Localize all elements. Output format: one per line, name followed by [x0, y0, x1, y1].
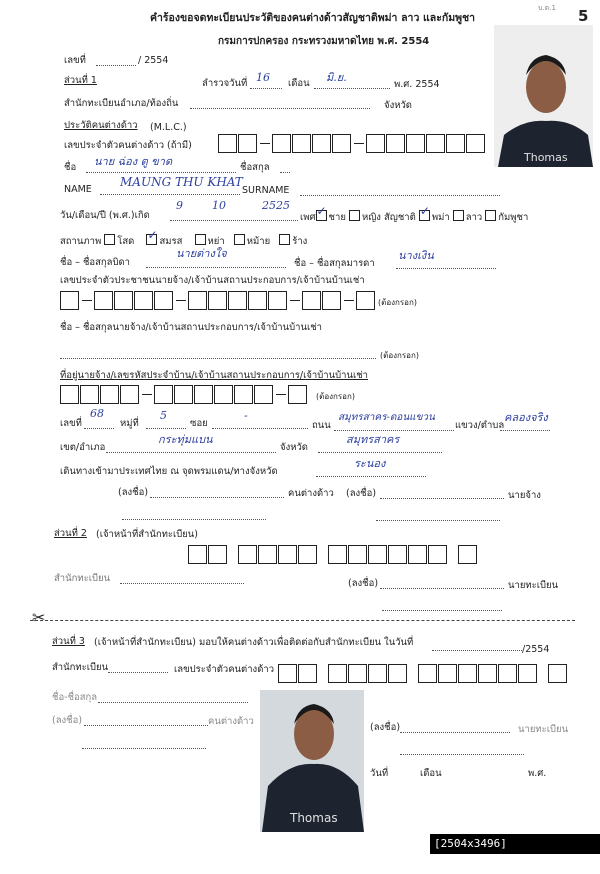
- name-value: นาย ฉ่อง ตู ขาด: [94, 155, 173, 168]
- alien-sign-name-field[interactable]: [122, 509, 266, 520]
- part1-title: ส่วนที่ 1: [64, 75, 97, 86]
- surname-label: ชื่อสกุล: [240, 162, 270, 173]
- month-label: เดือน: [288, 78, 310, 89]
- part3-id-label: เลขประจำตัวคนต่างด้าว: [174, 664, 275, 675]
- mother-label: ชื่อ – ชื่อสกุลมารดา: [294, 258, 375, 269]
- single-checkbox[interactable]: [104, 234, 115, 245]
- single-label: โสด: [117, 236, 135, 247]
- myanmar-label: พม่า: [431, 212, 450, 223]
- part3-month-label: เดือน: [420, 768, 442, 779]
- part2-registry-field[interactable]: [120, 573, 244, 584]
- part2-desc: (เจ้าหน้าที่สำนักทะเบียน): [96, 529, 198, 540]
- male-checkbox[interactable]: [316, 210, 327, 221]
- name-label: ชื่อ: [64, 162, 77, 173]
- registry-field[interactable]: [190, 98, 370, 109]
- part3-title: ส่วนที่ 3: [52, 636, 85, 647]
- province2-value: สมุทรสาคร: [346, 433, 400, 446]
- male-label: ชาย: [328, 212, 346, 223]
- status-label: สถานภาพ: [60, 236, 102, 247]
- dob-label: วัน/เดือน/ปี (พ.ศ.)เกิด: [60, 210, 150, 221]
- laos-label: ลาว: [465, 212, 483, 223]
- soi-value: -: [244, 409, 248, 422]
- mother-value: นางเงิน: [398, 249, 434, 262]
- surname-en-field[interactable]: [300, 185, 500, 196]
- dob-year: 2525: [262, 199, 290, 212]
- employer-sign-field[interactable]: [380, 488, 504, 499]
- road-value: สมุทรสาคร-ดอนแขวน: [338, 412, 435, 423]
- cambodia-label: กัมพูชา: [498, 212, 529, 223]
- mlc-label: (M.L.C.): [150, 122, 187, 133]
- cut-line: [30, 620, 575, 621]
- doc-number-label: เลขที่: [64, 55, 86, 66]
- day-value: 16: [256, 71, 270, 84]
- employer-id-boxes[interactable]: [60, 291, 376, 310]
- doc-number-suffix: / 2554: [138, 55, 169, 66]
- part3-date-label: วันที่: [370, 768, 389, 779]
- alien-sign-role: คนต่างด้าว: [288, 488, 334, 499]
- father-value: นายต่างใจ: [176, 247, 227, 260]
- moo-value: 5: [160, 409, 167, 422]
- widowed-checkbox[interactable]: [234, 234, 245, 245]
- married-checkbox[interactable]: [146, 234, 157, 245]
- cambodia-checkbox[interactable]: [485, 210, 496, 221]
- female-checkbox[interactable]: [349, 210, 360, 221]
- house-no-label: เลขที่: [60, 418, 82, 429]
- form-subtitle: กรมการปกครอง กระทรวงมหาดไทย พ.ศ. 2554: [218, 36, 430, 47]
- province-label: จังหวัด: [384, 100, 412, 111]
- corner-mark: บ.ต.1: [538, 4, 556, 12]
- employer-sign-label: (ลงชื่อ): [346, 488, 377, 499]
- house-code-required: (ต้องกรอก): [316, 392, 355, 401]
- part3-alien-label: คนต่างด้าว: [208, 716, 254, 727]
- part3-registry-label: สำนักทะเบียน: [52, 662, 109, 673]
- status-field: [60, 234, 307, 248]
- female-label: หญิง: [361, 212, 381, 223]
- house-no-value: 68: [90, 407, 104, 420]
- applicant-photo-bottom: [260, 690, 364, 832]
- employer-id-label: เลขประจำตัวประชาชนนายจ้าง/เจ้าบ้านสถานประกอบการ/เจ้าบ้านบ้านเช่า: [60, 275, 365, 286]
- widowed-label: หม้าย: [246, 236, 271, 247]
- father-label: ชื่อ – ชื่อสกุลบิดา: [60, 257, 131, 268]
- part3-name-label: ชื่อ-ชื่อสกุล: [52, 692, 98, 703]
- name-en-label: NAME: [64, 184, 92, 195]
- part3-registrar-name-field[interactable]: [400, 744, 524, 755]
- month-value: มิ.ย.: [326, 71, 347, 84]
- photo-shirt-text-bottom: Thomas: [290, 811, 338, 825]
- written-at-label: ลำรวจวันที่: [202, 78, 248, 89]
- separated-label: ร้าง: [292, 236, 308, 247]
- moo-label: หมู่ที่: [120, 418, 139, 429]
- subdistrict-label: แขวง/ตำบล: [455, 420, 505, 431]
- district-label: เขต/อำเภอ: [60, 442, 106, 453]
- employer-name-required: (ต้องกรอก): [380, 351, 419, 360]
- registry-label: สำนักทะเบียนอำเภอ/ท้องถิ่น: [64, 98, 179, 109]
- employer-name-label: ชื่อ – ชื่อสกุลนายจ้าง/เจ้าบ้านสถานประกอบการ/เจ้าบ้านบ้านเช่า: [60, 322, 322, 333]
- name-en-value: MAUNG THU KHAT: [120, 175, 243, 189]
- part2-registrar-label: นายทะเบียน: [508, 580, 559, 591]
- dob-day: 9: [176, 199, 183, 212]
- part3-sign-field[interactable]: [84, 715, 208, 726]
- laos-checkbox[interactable]: [453, 210, 464, 221]
- married-label: สมรส: [159, 236, 183, 247]
- part2-sign-field[interactable]: [380, 578, 504, 589]
- separated-checkbox[interactable]: [279, 234, 290, 245]
- scissors-icon: ✂: [32, 608, 46, 627]
- employer-sign-role: นายจ้าง: [508, 490, 541, 501]
- part3-date-field[interactable]: [432, 640, 522, 651]
- alien-id-boxes[interactable]: [218, 134, 486, 153]
- part3-id-boxes[interactable]: [278, 664, 568, 683]
- employer-sign-name-field[interactable]: [376, 510, 500, 521]
- year-label: พ.ศ. 2554: [394, 79, 440, 90]
- part2-title: ส่วนที่ 2: [54, 528, 87, 539]
- divorced-checkbox[interactable]: [195, 234, 206, 245]
- part3-sign-label: (ลงชื่อ): [52, 715, 83, 726]
- surname-en-label: SURNAME: [242, 185, 290, 196]
- nationality-label: สัญชาติ: [383, 212, 416, 223]
- alien-id-label: เลขประจำตัวคนต่างด้าว (ถ้ามี): [64, 140, 192, 151]
- history-title: ประวัติคนต่างด้าว: [64, 120, 138, 131]
- entry-label: เดินทางเข้ามาประเทศไทย ณ จุดพรมแดน/ทางจังหวัด: [60, 466, 278, 477]
- part3-registry-field[interactable]: [108, 662, 168, 673]
- house-code-boxes[interactable]: [60, 385, 308, 404]
- alien-sign-field[interactable]: [150, 487, 284, 498]
- doc-number-field[interactable]: [96, 55, 136, 66]
- district-value: กระทุ่มแบน: [158, 433, 213, 446]
- sex-label: เพศ: [300, 212, 316, 223]
- part3-registrar-sign-label: (ลงชื่อ): [370, 722, 401, 733]
- part3-name-field[interactable]: [98, 692, 248, 703]
- subdistrict-value: คลองจริง: [504, 411, 548, 424]
- entry-value: ระนอง: [354, 457, 386, 470]
- soi-label: ซอย: [190, 418, 208, 429]
- image-host-footer: [2504x3496] https://upic.me/: [430, 834, 600, 854]
- employer-name-field[interactable]: [60, 348, 376, 359]
- page-number: 5: [578, 7, 589, 25]
- photo-shirt-text: Thomas: [524, 151, 568, 164]
- applicant-photo-top: [494, 25, 593, 167]
- employer-addr-label: ที่อยู่นายจ้าง/เลขรหัสประจำบ้าน/เจ้าบ้านสถานประกอบการ/เจ้าบ้านบ้านเช่า: [60, 370, 368, 381]
- part3-year: /2554: [522, 644, 550, 655]
- part2-sign-name-field[interactable]: [382, 600, 502, 611]
- part3-registrar-label: นายทะเบียน: [518, 724, 569, 735]
- sex-field: [300, 210, 528, 224]
- dob-month: 10: [212, 199, 226, 212]
- part3-desc: (เจ้าหน้าที่สำนักทะเบียน) มอบให้คนต่างด้าวเพื่อติดต่อกับสำนักทะเบียน ในวันที่: [94, 637, 414, 648]
- part2-sign-label: (ลงชื่อ): [348, 578, 379, 589]
- part3-sign-name-field[interactable]: [82, 738, 206, 749]
- part2-id-boxes[interactable]: [188, 545, 478, 564]
- alien-sign-label: (ลงชื่อ): [118, 487, 149, 498]
- form-title: คำร้องขอจดทะเบียนประวัติของคนต่างด้าวสัญชาติพม่า ลาว และกัมพูชา: [150, 12, 476, 24]
- part3-registrar-sign-field[interactable]: [400, 722, 510, 733]
- province2-label: จังหวัด: [280, 442, 308, 453]
- myanmar-checkbox[interactable]: [419, 210, 430, 221]
- part3-year-label: พ.ศ.: [528, 768, 547, 779]
- part2-registry-label: สำนักทะเบียน: [54, 573, 111, 584]
- soi-field[interactable]: [212, 418, 308, 429]
- employer-id-required: (ต้องกรอก): [378, 298, 417, 307]
- divorced-label: หย่า: [207, 236, 225, 247]
- surname-field[interactable]: [280, 162, 290, 173]
- road-label: ถนน: [312, 420, 331, 431]
